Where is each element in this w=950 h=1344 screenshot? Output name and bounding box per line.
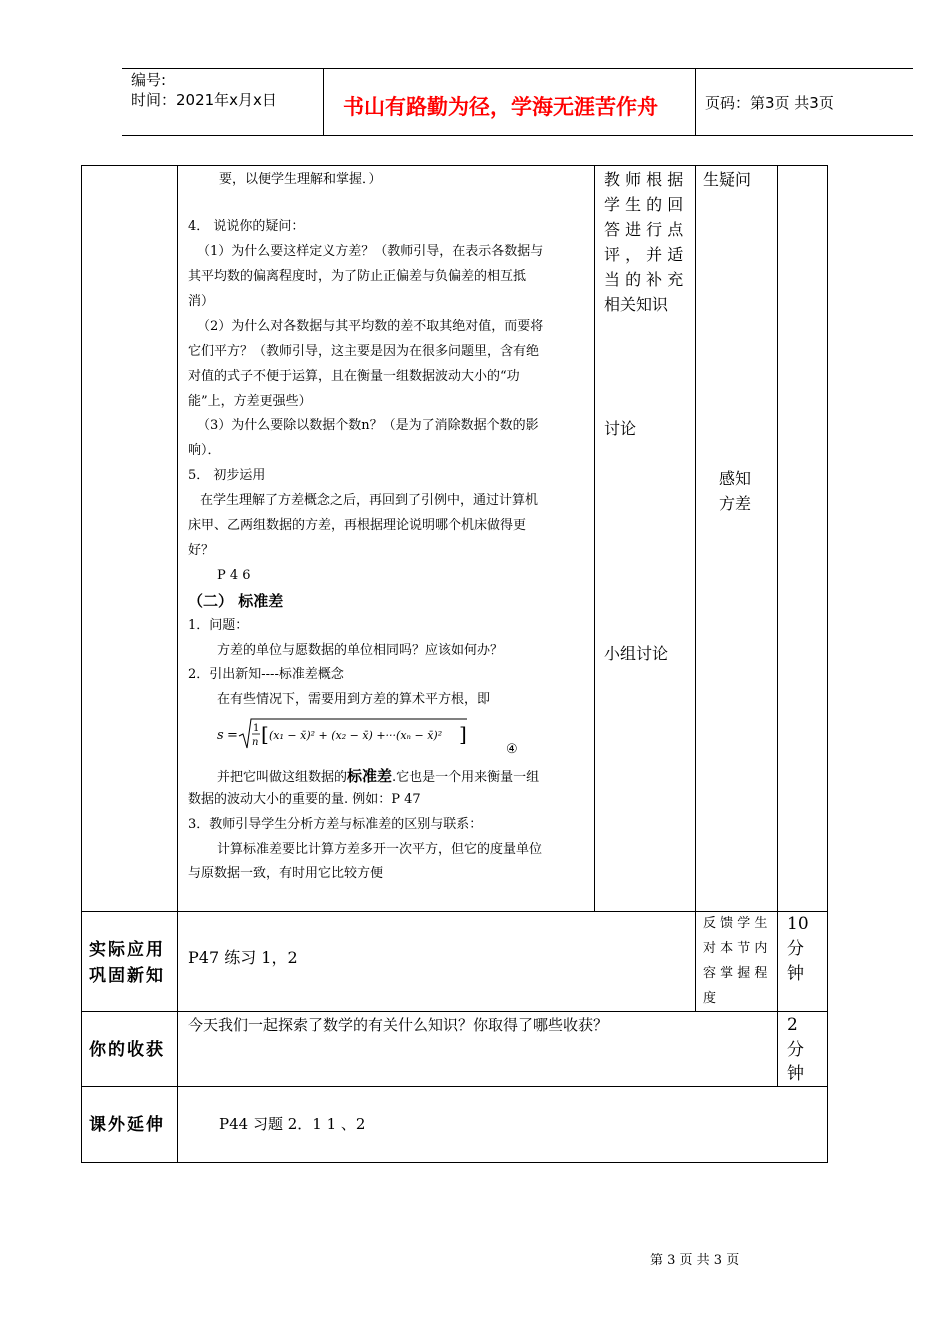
feedback-note: 反 馈 学 生 <box>703 916 768 931</box>
text-line: 2．引出新知----标准差概念 <box>188 667 344 682</box>
motto: 书山有路勤为径，学海无涯苦作舟 <box>343 94 658 119</box>
text-line: 并把它叫做这组数据的标准差.它也是一个用来衡量一组 <box>217 767 540 785</box>
text-line: 在学生理解了方差概念之后，再回到了引例中，通过计算机 <box>200 493 539 508</box>
text-line: 计算标准差要比计算方差多开一次平方，但它的度量单位 <box>217 842 543 857</box>
text-line: 1．问题： <box>188 618 249 633</box>
practice-time: 10 <box>787 914 809 934</box>
feedback-note: 容 掌 握 程 <box>703 966 768 981</box>
text-line: 在有些情况下，需要用到方差的算术平方根，即 <box>217 692 491 707</box>
code-label: 编号: <box>131 71 167 89</box>
text-line: 好？ <box>188 543 215 558</box>
teacher-note: 答 进 行 点 <box>604 220 684 239</box>
teacher-note: 当 的 补 充 <box>604 270 684 289</box>
student-note: 生疑问 <box>703 170 752 189</box>
extension-content: P44 习题 2．1 1 、2 <box>219 1115 366 1133</box>
student-note: 方差 <box>719 494 752 513</box>
page-footer: 第 3 页 共 3 页 <box>650 1253 740 1268</box>
teacher-note: 小组讨论 <box>604 644 669 663</box>
harvest-label: 你的收获 <box>89 1040 165 1060</box>
text-line: 4． 说说你的疑问： <box>188 219 305 234</box>
text-line: 消） <box>188 294 215 309</box>
text-line: 能”上，方差更强些） <box>188 394 312 409</box>
extension-label: 课外延伸 <box>89 1115 165 1135</box>
student-note: 感知 <box>719 469 752 488</box>
svg-text:]: ] <box>459 722 467 746</box>
teacher-note: 学 生 的 回 <box>604 195 684 214</box>
harvest-time: 钟 <box>787 1064 804 1084</box>
text-line: 响）． <box>188 443 221 458</box>
text-line: P 4 6 <box>217 568 251 583</box>
feedback-note: 度 <box>703 991 717 1006</box>
text-line: （2）为什么对各数据与其平均数的差不取其绝对值，而要将 <box>197 319 544 334</box>
practice-content: P47 练习 1，2 <box>188 948 298 967</box>
section-heading: （二） 标准差 <box>188 592 284 610</box>
practice-label: 巩固新知 <box>89 966 165 986</box>
text-line: 其平均数的偏离程度时，为了防止正偏差与负偏差的相互抵 <box>188 269 527 284</box>
text-line: 3．教师引导学生分析方差与标准差的区别与联系： <box>188 817 483 832</box>
teacher-note: 教 师 根 据 <box>604 170 684 189</box>
text-line: 5． 初步运用 <box>188 468 266 483</box>
text-line <box>217 764 539 790</box>
text-line: 床甲、乙两组数据的方差，再根据理论说明哪个机床做得更 <box>188 518 527 533</box>
text-line: 数据的波动大小的重要的量. 例如：P 47 <box>188 792 421 807</box>
teacher-note: 评 ， 并 适 <box>604 245 684 264</box>
formula-number: ④ <box>506 742 518 757</box>
svg-text:s: s <box>217 728 224 743</box>
practice-label: 实际应用 <box>89 940 165 960</box>
harvest-time: 分 <box>787 1040 804 1060</box>
harvest-time: 2 <box>787 1015 798 1035</box>
feedback-note: 对 本 节 内 <box>703 941 768 956</box>
svg-text:=: = <box>227 728 238 743</box>
term-highlight: 标准差 <box>347 767 393 785</box>
text-line: （1）为什么要这样定义方差？（教师引导，在表示各数据与 <box>197 244 544 259</box>
svg-text:n: n <box>252 737 259 748</box>
text-line: （3）为什么要除以数据个数n？（是为了消除数据个数的影 <box>197 418 539 433</box>
svg-text:(x₁ − x̄)² + (x₂ − x̄) +···(xₙ: (x₁ − x̄)² + (x₂ − x̄) +···(xₙ − x̄)² <box>269 729 443 742</box>
text-line: 它们平方？（教师引导，这主要是因为在很多问题里，含有绝 <box>188 344 540 359</box>
practice-time: 分 <box>787 939 804 959</box>
svg-text:1: 1 <box>253 723 260 734</box>
teacher-note: 相关知识 <box>604 295 669 314</box>
time-label: 时间：2021年x月x日 <box>131 91 277 109</box>
text-line: 方差的单位与愿数据的单位相同吗？应该如何办？ <box>217 643 504 658</box>
text-line: 与原数据一致，有时用它比较方便 <box>188 866 384 881</box>
text-line: 要，以便学生理解和掌握．） <box>219 172 382 187</box>
practice-time: 钟 <box>787 964 804 984</box>
harvest-content: 今天我们一起探索了数学的有关什么知识？你取得了哪些收获？ <box>188 1016 609 1034</box>
page-label: 页码：第3页 共3页 <box>705 94 834 112</box>
svg-text:[: [ <box>261 722 269 746</box>
text-line: 对值的式子不便于运算，且在衡量一组数据波动大小的“功 <box>188 369 520 384</box>
teacher-note: 讨论 <box>604 419 637 438</box>
std-dev-formula <box>215 716 475 752</box>
